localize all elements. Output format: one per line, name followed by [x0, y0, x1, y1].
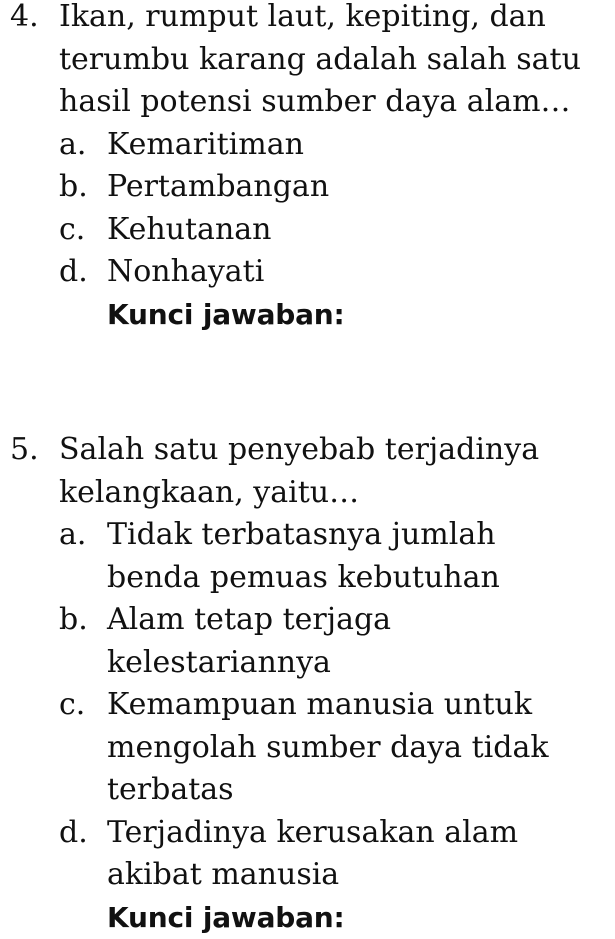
option-letter: b. — [59, 599, 88, 642]
question-text-line: hasil potensi sumber daya alam… — [59, 81, 615, 124]
option-letter: a. — [59, 514, 86, 557]
question-number: 4. — [10, 0, 39, 39]
option-text: Nonhayati — [107, 251, 615, 294]
option-c — [0, 684, 615, 812]
option-text: benda pemuas kebutuhan — [107, 557, 615, 600]
option-a — [0, 124, 615, 167]
option-letter: a. — [59, 124, 86, 167]
option-text: Kehutanan — [107, 209, 615, 252]
answer-key-label: Kunci jawaban: — [0, 897, 615, 939]
option-text: mengolah sumber daya tidak — [107, 727, 615, 770]
option-list — [0, 514, 615, 897]
option-list — [0, 124, 615, 294]
option-text: akibat manusia — [107, 854, 615, 897]
option-text: Alam tetap terjaga — [107, 599, 615, 642]
question-5 — [0, 429, 615, 939]
question-text-line: Salah satu penyebab terjadinya — [59, 429, 615, 472]
option-letter: d. — [59, 812, 88, 855]
option-text: Kemaritiman — [107, 124, 615, 167]
question-text-line: terumbu karang adalah salah satu — [59, 39, 615, 82]
option-letter: c. — [59, 684, 85, 727]
question-number: 5. — [10, 429, 39, 472]
option-letter: d. — [59, 251, 88, 294]
option-a — [0, 514, 615, 599]
option-text: Terjadinya kerusakan alam — [107, 812, 615, 855]
option-letter: c. — [59, 209, 85, 252]
option-text: terbatas — [107, 769, 615, 812]
answer-key-label: Kunci jawaban: — [0, 294, 615, 337]
option-text: kelestariannya — [107, 642, 615, 685]
option-d — [0, 812, 615, 897]
option-text: Tidak terbatasnya jumlah — [107, 514, 615, 557]
question-text-line: Ikan, rumput laut, kepiting, dan — [59, 0, 615, 39]
question-stem — [0, 429, 615, 514]
option-b — [0, 166, 615, 209]
option-text: Pertambangan — [107, 166, 615, 209]
option-d — [0, 251, 615, 294]
option-letter: b. — [59, 166, 88, 209]
question-4 — [0, 0, 615, 336]
option-text: Kemampuan manusia untuk — [107, 684, 615, 727]
question-stem — [0, 0, 615, 124]
option-c — [0, 209, 615, 252]
question-text-line: kelangkaan, yaitu… — [59, 472, 615, 515]
option-b — [0, 599, 615, 684]
